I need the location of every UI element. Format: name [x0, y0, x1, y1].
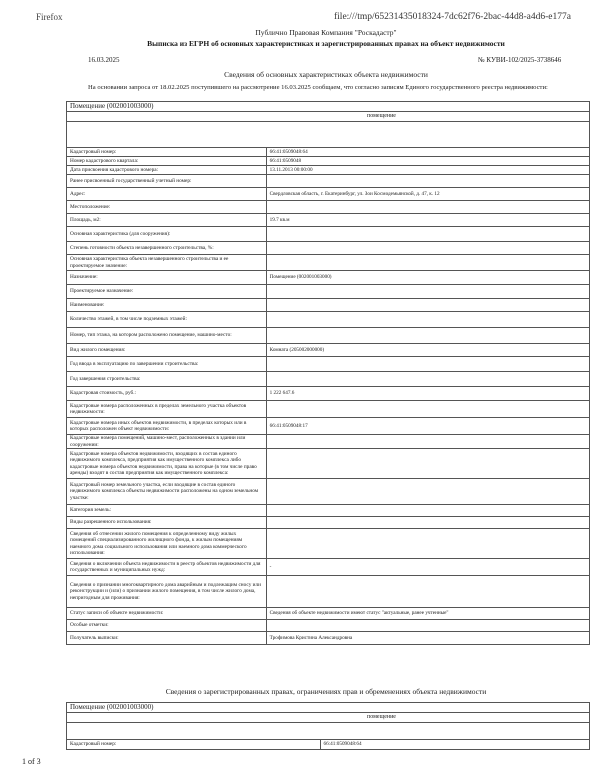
row-value — [266, 401, 589, 418]
row-label: Кадастровый номер: — [67, 148, 267, 157]
table-row — [67, 740, 590, 750]
row-value — [266, 576, 589, 608]
row-value: 66:41:0509048:64 — [266, 148, 589, 157]
object-type: помещение — [67, 713, 590, 723]
document-number: № КУВИ-102/2025-3738646 — [478, 56, 562, 64]
row-label: Назначение: — [67, 271, 267, 285]
row-label: Статус записи об объекте недвижимости: — [67, 608, 267, 620]
table-row — [67, 201, 590, 214]
table-row — [67, 271, 590, 285]
row-value: Сведения об объекте недвижимости имеют статус "актуальные, ранее учтенные" — [266, 608, 589, 620]
row-value — [266, 328, 589, 344]
row-value: 66:41:0509048:64 — [320, 740, 590, 750]
table-row — [67, 418, 590, 435]
document-title: Выписка из ЕГРН об основных характеристиках и зарегистрированных правах на объект недвижимости — [147, 39, 505, 48]
table-row — [67, 227, 590, 242]
table-row — [67, 214, 590, 227]
section2-table — [66, 702, 590, 750]
table-row — [67, 344, 590, 357]
row-label: Номер, тип этажа, на котором расположено помещение, машино-место: — [67, 328, 267, 344]
object-label: Помещение (002001003000) — [67, 102, 590, 112]
table-row — [67, 188, 590, 201]
row-label: Местоположение: — [67, 201, 267, 214]
row-value — [266, 357, 589, 372]
row-value — [266, 285, 589, 299]
object-type: помещение — [67, 112, 590, 122]
row-label: Кадастровая стоимость, руб.: — [67, 387, 267, 401]
row-value — [266, 479, 589, 505]
row-label: Год ввода в эксплуатацию по завершении строительства: — [67, 357, 267, 372]
table-row — [67, 157, 590, 166]
table-row — [67, 479, 590, 505]
row-label: Кадастровые номера объектов недвижимости, входящих в состав единого недвижимого комплекса, предприятия как имущественного комплекса либо кадастровые номера объектов недвижимости, права на которые (в том числе право аренды) входят в состав предприятия как имущественного комплекса: — [67, 449, 267, 479]
row-label: Год завершения строительства: — [67, 372, 267, 387]
row-label: Ранее присвоенный государственный учетный номер: — [67, 175, 267, 188]
row-label: Особые отметки: — [67, 620, 267, 632]
table-row — [67, 401, 590, 418]
row-value — [266, 517, 589, 529]
section1-table — [66, 101, 590, 645]
row-label: Количество этажей, в том числе подземных этажей: — [67, 312, 267, 328]
document-date: 16.03.2025 — [88, 56, 120, 64]
table-row — [67, 299, 590, 312]
row-value: Трофимова Кристина Александровна — [266, 632, 589, 645]
row-label: Проектируемое назначение: — [67, 285, 267, 299]
table-row — [67, 529, 590, 559]
row-value — [266, 620, 589, 632]
row-value: 1 222 647.6 — [266, 387, 589, 401]
spacer-row — [67, 723, 590, 740]
row-label: Кадастровый номер земельного участка, если входящие в состав единого недвижимого комплекса объекты недвижимости расположены на одном земельном участке: — [67, 479, 267, 505]
row-value — [266, 505, 589, 517]
table-row — [67, 357, 590, 372]
table-row — [67, 632, 590, 645]
row-value: 66:41:0509048 — [266, 157, 589, 166]
row-label: Категория земель: — [67, 505, 267, 517]
row-label: Вид жилого помещения: — [67, 344, 267, 357]
file-url-text[interactable]: file:///tmp/65231435018324-7dc62f76-2bac-44d8-a4d6-e177a — [334, 12, 571, 22]
table-row — [67, 608, 590, 620]
row-label: Номер кадастрового квартала: — [67, 157, 267, 166]
table-row — [67, 255, 590, 271]
table-row — [67, 175, 590, 188]
table-row — [67, 559, 590, 576]
row-value — [266, 372, 589, 387]
table-row — [67, 372, 590, 387]
row-label: Кадастровый номер: — [67, 740, 321, 750]
browser-app-label: Firefox — [36, 12, 63, 22]
row-value — [266, 435, 589, 449]
table-row — [67, 387, 590, 401]
row-label: Площадь, м2: — [67, 214, 267, 227]
table-row — [67, 576, 590, 608]
table-row — [67, 435, 590, 449]
spacer-row — [67, 122, 590, 148]
document-header — [60, 28, 592, 48]
row-label: Дата присвоения кадастрового номера: — [67, 166, 267, 175]
organization-name: Публично Правовая Компания "Роскадастр" — [255, 28, 397, 37]
row-value — [266, 175, 589, 188]
row-label: Сведения об отнесении жилого помещения к определенному виду жилых помещений специализированного жилищного фонда, к жилым помещениям наемного дома социального использования или наемного дома коммерческого использования: — [67, 529, 267, 559]
section1-intro: На основании запроса от 18.02.2025 поступившего на рассмотрение 16.03.2025 сообщаем, что согласно записям Единого государственного реестра недвижимости: — [88, 84, 548, 91]
row-value — [266, 242, 589, 255]
table-row — [67, 312, 590, 328]
section2-title: Сведения о зарегистрированных правах, ограничениях прав и обременениях объекта недвижимости — [165, 687, 487, 696]
row-label: Кадастровые номера расположенных в пределах земельного участка объектов недвижимости: — [67, 401, 267, 418]
row-value — [266, 449, 589, 479]
table-row — [67, 505, 590, 517]
table-row — [67, 242, 590, 255]
table-row — [67, 449, 590, 479]
row-value — [266, 201, 589, 214]
row-value: 19.7 кв.м — [266, 214, 589, 227]
object-label: Помещение (002001003000) — [67, 703, 590, 713]
row-value: Комната (205002000000) — [266, 344, 589, 357]
row-value: Свердловская область, г. Екатеринбург, ул. Зои Космодемьянской, д. 47, к. 12 — [266, 188, 589, 201]
row-value — [266, 299, 589, 312]
table-row — [67, 148, 590, 157]
section1-title: Сведения об основных характеристиках объекта недвижимости — [224, 70, 428, 79]
row-label: Виды разрешенного использования: — [67, 517, 267, 529]
page-indicator: 1 of 3 — [22, 757, 41, 766]
row-label: Получатель выписки: — [67, 632, 267, 645]
row-label: Адрес: — [67, 188, 267, 201]
row-label: Основная характеристика (для сооружения): — [67, 227, 267, 242]
row-value: Помещение (002001003000) — [266, 271, 589, 285]
table-row — [67, 620, 590, 632]
row-value — [266, 255, 589, 271]
row-value: 66:41:0509048:17 — [266, 418, 589, 435]
row-value: - — [266, 559, 589, 576]
row-label: Кадастровые номера иных объектов недвижимости, в пределах которых или в которых расположен объект недвижимости: — [67, 418, 267, 435]
row-value — [266, 227, 589, 242]
row-value — [266, 529, 589, 559]
table-row — [67, 285, 590, 299]
table-row — [67, 328, 590, 344]
table-row — [67, 517, 590, 529]
row-label: Степень готовности объекта незавершенного строительства, %: — [67, 242, 267, 255]
row-label: Кадастровые номера помещений, машино-мест, расположенных в здании или сооружении: — [67, 435, 267, 449]
row-value: 13.11.2013 00:00:00 — [266, 166, 589, 175]
row-label: Основная характеристика объекта незавершенного строительства и ее проектируемое значение: — [67, 255, 267, 271]
row-value — [266, 312, 589, 328]
row-label: Наименование: — [67, 299, 267, 312]
row-label: Сведения о признании многоквартирного дома аварийным и подлежащим сносу или реконструкции и (или) о признании жилого помещения, в том числе жилого дома, непригодным для проживания: — [67, 576, 267, 608]
row-label: Сведения о включении объекта недвижимости в реестр объектов недвижимости для государственных и муниципальных нужд: — [67, 559, 267, 576]
table-row — [67, 166, 590, 175]
